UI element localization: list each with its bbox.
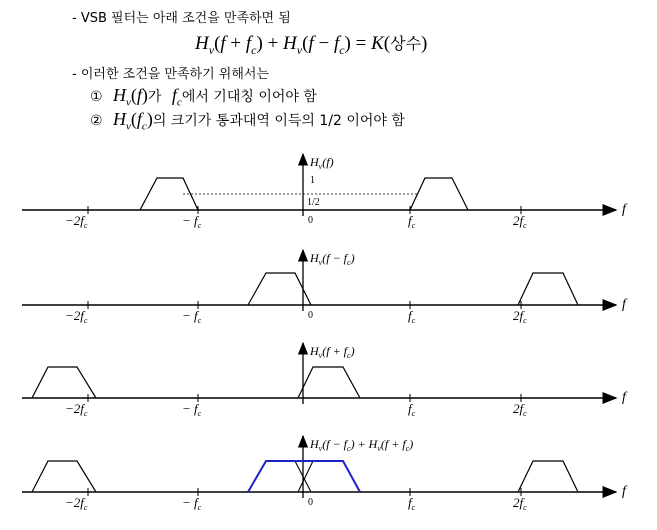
vsb-equation: $H_v(f + f_c) + H_v(f - f_c) = K$(상수) [195,33,428,57]
panel4-right-passband [518,461,578,492]
panel4-left-passband [32,461,96,492]
panel-hv-f-minus-fc [22,250,628,325]
item2-number: ② [90,113,103,129]
panel-hv-f [22,154,628,230]
panel4-tick-zero: 0 [308,497,313,508]
panel2-left-passband [248,273,311,305]
panel-hv-f-plus-fc [22,343,628,418]
panel3-label: $H_v(f + f_c)$ [310,344,355,360]
panel2-right-passband [518,273,578,305]
panel2-tick-zero: 0 [308,310,313,321]
panel3-tick-mfc: − $f_c$ [182,401,202,418]
panel1-axis-f: f [622,202,626,217]
panel3-right-passband [298,367,360,398]
panel-hv-sum [22,436,628,512]
panel1-tick-m2fc: $-2f_c$ [65,213,88,230]
item1-number: ① [90,89,103,105]
panel2-axis-f: f [622,297,626,312]
panel3-tick-fc: $f_c$ [408,401,416,418]
bullet-conditions-intro: - 이러한 조건을 만족하기 위해서는 [72,67,270,82]
item1-mid: 가 [147,89,162,105]
panel1-tick-2fc: $2f_c$ [513,213,527,230]
panel4-tick-m2fc: $-2f_c$ [65,495,88,512]
panel1-level-one: 1 [310,175,315,186]
panel1-label: $H_v(f)$ [310,155,334,171]
condition-item-2: ② $H_v(f_c)$의 크기가 통과대역 이득의 1/2 이어야 함 [90,109,405,133]
item1-rest: 에서 기대칭 이어야 함 [181,89,317,105]
panel3-tick-m2fc: $-2f_c$ [65,401,88,418]
panel3-left-passband [32,367,96,398]
panel1-right-passband [410,178,468,210]
bullet-vsb-condition: - VSB 필터는 아래 조건을 만족하면 됨 [72,11,291,26]
panel1-level-half: 1/2 [307,197,320,208]
panel4-tick-2fc: $2f_c$ [513,495,527,512]
panel2-tick-2fc: $2f_c$ [513,308,527,325]
condition-item-1: ① $H_v(f)$가 $f_c$에서 기대칭 이어야 함 [90,85,317,109]
panel1-left-passband [140,178,198,210]
panel4-crossing-slopes-b [298,461,313,492]
panel3-axis-f: f [622,390,626,405]
panel1-tick-zero: 0 [308,215,313,226]
panel4-label: $H_v(f - f_c) + H_v(f + f_c)$ [310,437,414,453]
panel2-tick-m2fc: $-2f_c$ [65,308,88,325]
panel2-label: $H_v(f - f_c)$ [310,251,355,267]
panel1-tick-fc: $f_c$ [408,213,416,230]
panel4-tick-mfc: − $f_c$ [182,495,202,512]
panel4-axis-f: f [622,484,626,499]
panel3-tick-2fc: $2f_c$ [513,401,527,418]
panel4-tick-fc: $f_c$ [408,495,416,512]
panel2-tick-mfc: − $f_c$ [182,308,202,325]
item2-rest: 의 크기가 통과대역 이득의 1/2 이어야 함 [152,113,405,129]
panel4-flat-sum-response [248,461,360,492]
panel2-tick-fc: $f_c$ [408,308,416,325]
panel1-tick-mfc: − $f_c$ [182,213,202,230]
